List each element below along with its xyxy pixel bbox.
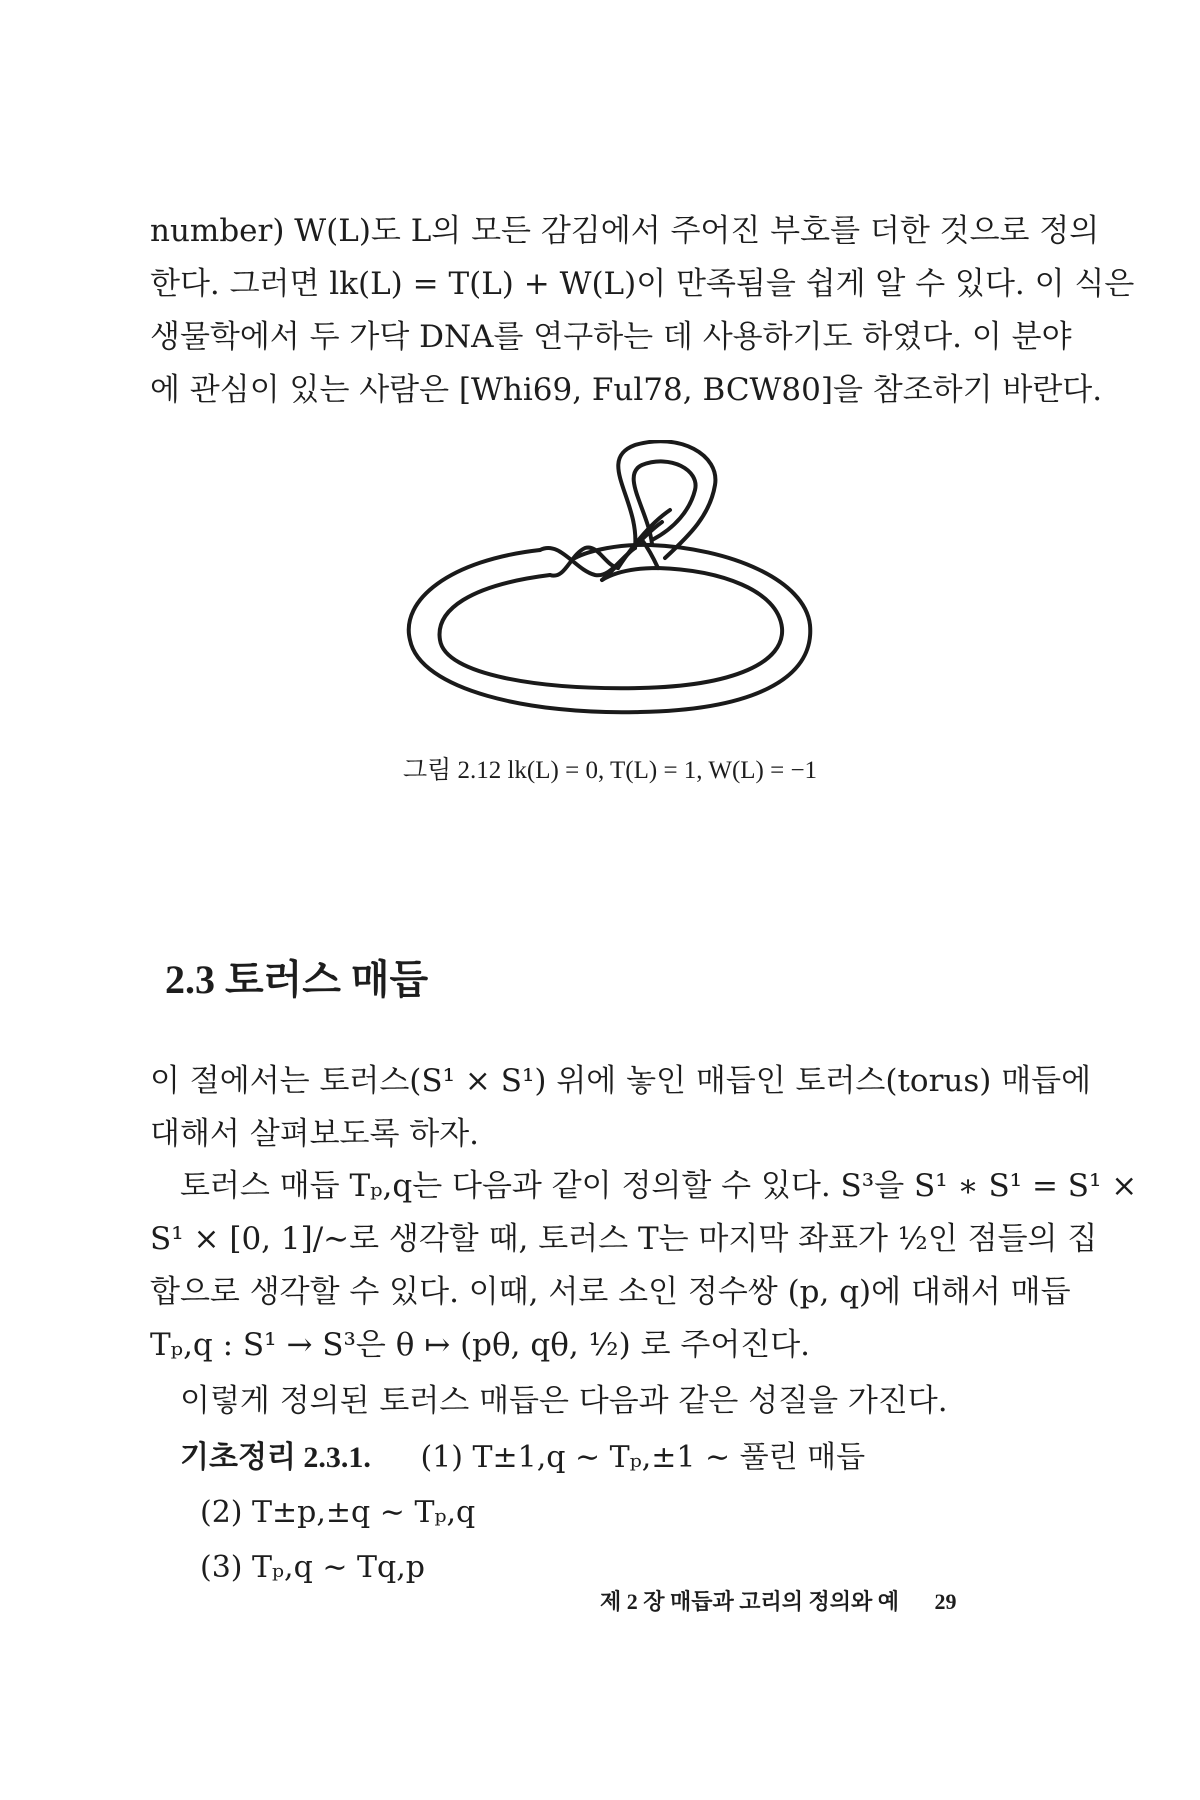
text-line: 생물학에서 두 가닥 DNA를 연구하는 데 사용하기도 하였다. 이 분야 bbox=[150, 319, 1072, 355]
paragraph-intro bbox=[150, 1055, 1092, 1161]
twisted-ribbon-figure bbox=[390, 440, 830, 730]
section-title: 2.3 토러스 매듭 bbox=[165, 957, 429, 1002]
inner-band-curve bbox=[440, 568, 783, 688]
text-line: Tₚ,q : S¹ → S³은 θ ↦ (pθ, qθ, ½) 로 주어진다. bbox=[150, 1327, 811, 1363]
page-number: 29 bbox=[934, 1589, 957, 1614]
text-line: 에 관심이 있는 사람은 [Whi69, Ful78, BCW80]을 참조하기 바란다. bbox=[150, 372, 1103, 408]
theorem-item: (1) T±1,q ∼ Tₚ,±1 ∼ 풀린 매듭 bbox=[420, 1440, 866, 1475]
paragraph-linking-number bbox=[150, 205, 1135, 417]
chapter-title: 제 2 장 매듭과 고리의 정의와 예 bbox=[600, 1589, 900, 1614]
text-line: 한다. 그러면 lk(L) = T(L) + W(L)이 만족됨을 쉽게 알 수 있다. 이 식은 bbox=[150, 266, 1135, 302]
figure-caption: 그림 2.12 lk(L) = 0, T(L) = 1, W(L) = −1 bbox=[402, 757, 818, 784]
text-line: 이렇게 정의된 토러스 매듭은 다음과 같은 성질을 가진다. bbox=[180, 1383, 948, 1419]
theorem-item: (3) Tₚ,q ∼ Tq,p bbox=[200, 1550, 425, 1585]
theorem-label: 기초정리 2.3.1. bbox=[180, 1441, 371, 1474]
text-line: S¹ × [0, 1]/∼로 생각할 때, 토러스 T는 마지막 좌표가 ½인 점들의 집 bbox=[150, 1221, 1098, 1257]
theorem-heading bbox=[180, 1430, 1030, 1485]
text-line: number) W(L)도 L의 모든 감김에서 주어진 부호를 더한 것으로 정의 bbox=[150, 213, 1100, 249]
paragraph-definition bbox=[150, 1160, 1138, 1372]
text-line: 합으로 생각할 수 있다. 이때, 서로 소인 정수쌍 (p, q)에 대해서 매듭 bbox=[150, 1274, 1071, 1310]
text-line: 이 절에서는 토러스(S¹ × S¹) 위에 놓인 매듭인 토러스(torus) 매듭에 bbox=[150, 1063, 1092, 1099]
loop-inner-curve bbox=[634, 461, 696, 544]
theorem-block bbox=[180, 1430, 1030, 1595]
page-footer bbox=[600, 1585, 1020, 1616]
paragraph-properties-lead bbox=[150, 1375, 1030, 1428]
loop-outer-curve bbox=[618, 441, 715, 558]
text-line: 대해서 살펴보도록 하자. bbox=[150, 1116, 480, 1152]
text-line: 토러스 매듭 Tₚ,q는 다음과 같이 정의할 수 있다. S³을 S¹ ∗ S¹ = S¹ × bbox=[180, 1168, 1138, 1204]
theorem-item: (2) T±p,±q ∼ Tₚ,q bbox=[200, 1495, 476, 1530]
